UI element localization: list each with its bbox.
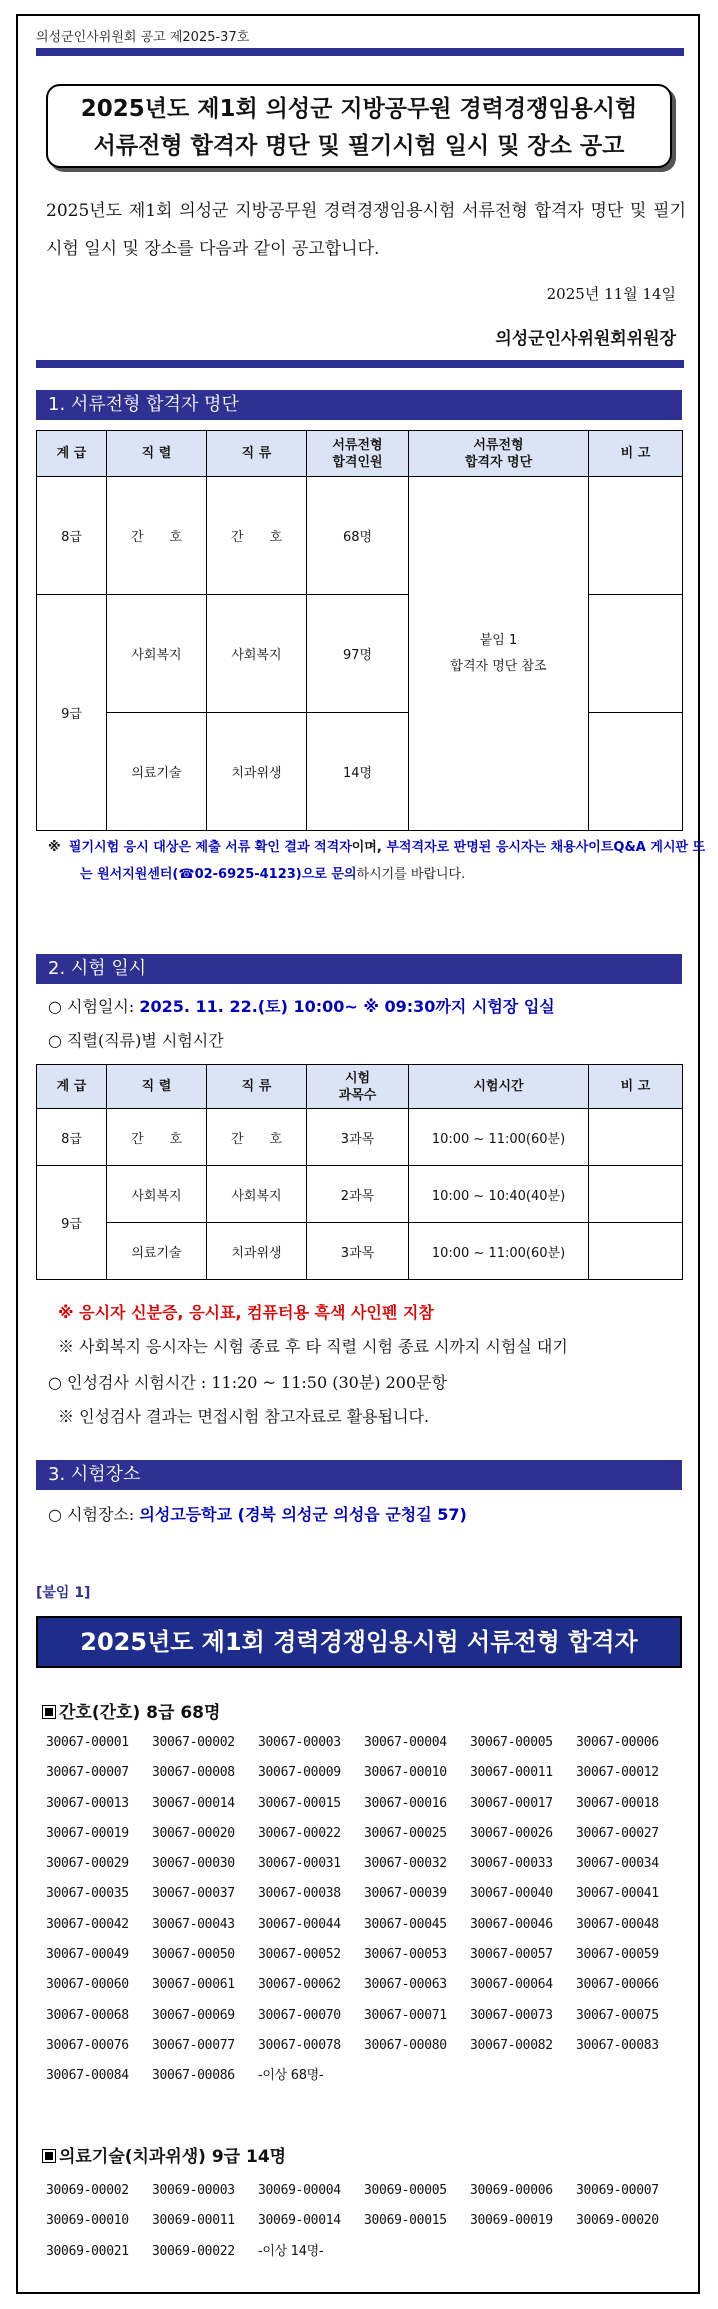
applicant-id: 30067-00052: [258, 1947, 341, 1963]
exam-location: [48, 1502, 467, 1525]
applicant-id: 30067-00060: [46, 1977, 129, 1993]
applicant-id: 30067-00027: [576, 1825, 659, 1841]
applicant-id: 30067-00007: [46, 1765, 129, 1781]
applicant-id: 30067-00041: [576, 1886, 659, 1902]
applicant-id: 30069-00011: [152, 2213, 235, 2229]
applicant-id: 30067-00066: [576, 1977, 659, 1993]
applicant-id: 30067-00082: [470, 2037, 553, 2053]
applicant-id: 30067-00042: [46, 1916, 129, 1932]
applicant-id: 30067-00009: [258, 1765, 341, 1781]
col-header-pass-count: [307, 431, 409, 477]
cell-class: 치과위생: [207, 1223, 307, 1280]
applicant-id: 30067-00053: [364, 1947, 447, 1963]
applicant-id: 30067-00022: [258, 1825, 341, 1841]
title-line-1: 2025년도 제1회 의성군 지방공무원 경력경쟁임용시험: [80, 96, 638, 122]
applicant-id: 30067-00040: [470, 1886, 553, 1902]
cell-class: 사회복지: [207, 1166, 307, 1223]
applicant-id: 30067-00075: [576, 2007, 659, 2023]
applicant-id: 30067-00006: [576, 1735, 659, 1750]
applicant-id: 30067-00071: [364, 2007, 447, 2023]
applicant-id: 30067-00086: [152, 2068, 235, 2084]
applicant-id: 30069-00006: [470, 2183, 553, 2198]
exam-datetime-label: ○ 시험일시:: [48, 997, 140, 1016]
applicant-id: 30069-00010: [46, 2213, 129, 2229]
applicant-id: 30067-00026: [470, 1825, 553, 1841]
col-header-subjects-text: 시험 과목수: [338, 1070, 377, 1103]
applicant-id: 30067-00080: [364, 2037, 447, 2053]
applicant-id: 30069-00020: [576, 2213, 659, 2229]
applicant-id: 30067-00073: [470, 2007, 553, 2023]
cell-grade: 8급: [37, 477, 107, 595]
applicant-id: 30067-00016: [364, 1795, 447, 1811]
col-header-series: 직 렬: [107, 1065, 207, 1109]
applicant-id: 30069-00002: [46, 2183, 129, 2198]
applicant-id: 30067-00032: [364, 1856, 447, 1872]
col-header-class: 직 류: [207, 431, 307, 477]
cell-subjects: 3과목: [307, 1223, 409, 1280]
applicant-id: 30067-00045: [364, 1916, 447, 1932]
aptitude-test-time: ○ 인성검사 시험시간 : 11:20 ~ 11:50 (30분) 200문항: [48, 1373, 448, 1392]
applicant-id: 30069-00015: [364, 2213, 447, 2229]
applicant-id: 30067-00019: [46, 1825, 129, 1841]
applicant-id: 30067-00046: [470, 1916, 553, 1932]
cell-grade: 8급: [37, 1109, 107, 1166]
applicant-id: 30067-00017: [470, 1795, 553, 1811]
applicant-id: 30067-00013: [46, 1795, 129, 1811]
cell-class: 사회복지: [207, 595, 307, 713]
applicant-id: 30069-00004: [258, 2183, 341, 2198]
exam-datetime: [48, 994, 555, 1017]
cell-count: 68명: [307, 477, 409, 595]
applicant-id: 30067-00029: [46, 1856, 129, 1872]
applicant-id: 30067-00083: [576, 2037, 659, 2053]
applicant-id: 30067-00076: [46, 2037, 129, 2053]
note-closing: 하시기를 바랍니다.: [356, 867, 466, 882]
applicant-id: 30067-00011: [470, 1765, 553, 1781]
pass-list-ref-line-2: 합격자 명단 참조: [450, 658, 547, 674]
cell-series: 사회복지: [107, 595, 207, 713]
list-footer: -이상 68명-: [258, 2068, 324, 2084]
note-inquiry: 부적격자로 판명된 응시자는 채용사이트Q&A 게시판 또는 원서지원센터(☎02-6925-4123)으로 문의: [80, 840, 706, 882]
applicant-id: 30067-00039: [364, 1886, 447, 1902]
attachment-tag: [붙임 1]: [36, 1585, 91, 1601]
applicant-id: 30067-00050: [152, 1947, 235, 1963]
square-bullet-icon: [42, 2149, 56, 2163]
applicant-id: 30069-00003: [152, 2183, 235, 2198]
note-connector: 이며,: [351, 840, 387, 855]
aptitude-test-note: ※ 인성검사 결과는 면접시험 참고자료로 활용됩니다.: [58, 1407, 430, 1426]
applicant-id: 30067-00005: [470, 1735, 553, 1750]
group-heading-nursing: [42, 1698, 220, 1723]
cell-class: 간 호: [207, 477, 307, 595]
applicant-id: 30067-00063: [364, 1977, 447, 1993]
table-row: [37, 1166, 683, 1223]
group-title-nursing: 간호(간호) 8급 68명: [59, 1703, 221, 1723]
applicant-id: 30067-00061: [152, 1977, 235, 1993]
note-mark: ※: [48, 840, 61, 855]
applicant-id: 30069-00022: [152, 2243, 235, 2259]
cell-count: 97명: [307, 595, 409, 713]
applicant-id: 30069-00021: [46, 2243, 129, 2259]
col-header-pass-count-text: 서류전형 합격인원: [332, 437, 383, 470]
exam-location-label: ○ 시험장소:: [48, 1505, 140, 1524]
applicant-id: 30067-00014: [152, 1795, 235, 1811]
table-row: [37, 1223, 683, 1280]
applicant-id: 30067-00043: [152, 1916, 235, 1932]
applicant-id: 30069-00014: [258, 2213, 341, 2229]
applicant-id: 30067-00064: [470, 1977, 553, 1993]
applicant-id: 30067-00004: [364, 1735, 447, 1750]
applicant-id: 30067-00069: [152, 2007, 235, 2023]
col-header-series: 직 렬: [107, 431, 207, 477]
notice-signer: 의성군인사위원회위원장: [495, 329, 676, 349]
group-title-dental: 의료기술(치과위생) 9급 14명: [59, 2147, 287, 2167]
applicant-id: 30067-00002: [152, 1735, 235, 1750]
applicant-id: 30067-00049: [46, 1947, 129, 1963]
cell-subjects: 3과목: [307, 1109, 409, 1166]
cell-count: 14명: [307, 713, 409, 831]
col-header-exam-time: 시험시간: [409, 1065, 589, 1109]
cell-exam-time: 10:00 ~ 11:00(60분): [409, 1223, 589, 1280]
col-header-grade: 계 급: [37, 431, 107, 477]
applicant-id: 30067-00038: [258, 1886, 341, 1902]
applicant-id: 30067-00008: [152, 1765, 235, 1781]
applicant-id: 30067-00018: [576, 1795, 659, 1811]
welfare-wait-note: ※ 사회복지 응시자는 시험 종료 후 타 직렬 시험 종료 시까지 시험실 대기: [58, 1337, 568, 1356]
notice-page: [16, 14, 706, 2294]
attachment-banner: 2025년도 제1회 경력경쟁임용시험 서류전형 합격자: [36, 1616, 682, 1668]
header-divider: [36, 360, 684, 368]
applicant-id: 30067-00035: [46, 1886, 129, 1902]
cell-exam-time: 10:00 ~ 10:40(40분): [409, 1166, 589, 1223]
required-items-note: ※ 응시자 신분증, 응시표, 컴퓨터용 흑색 사인펜 지참: [58, 1303, 434, 1322]
group-heading-dental: [42, 2142, 286, 2167]
id-list-nursing: [46, 1728, 686, 2092]
notice-number: 의성군인사위원회 공고 제2025-37호: [36, 30, 250, 45]
applicant-id: 30067-00031: [258, 1856, 341, 1872]
applicant-id: 30067-00059: [576, 1947, 659, 1963]
applicant-id: 30067-00034: [576, 1856, 659, 1872]
col-header-grade: 계 급: [37, 1065, 107, 1109]
col-header-pass-list: [409, 431, 589, 477]
applicant-id: 30067-00003: [258, 1735, 341, 1750]
cell-remarks: [589, 595, 683, 713]
cell-subjects: 2과목: [307, 1166, 409, 1223]
cell-remarks: [589, 1166, 683, 1223]
id-list-dental: [46, 2176, 686, 2267]
applicant-id: 30067-00001: [46, 1735, 129, 1750]
square-bullet-icon: [42, 1705, 56, 1719]
table-row: [37, 477, 683, 595]
applicant-id: 30069-00007: [576, 2183, 659, 2198]
cell-remarks: [589, 1109, 683, 1166]
applicant-id: 30067-00062: [258, 1977, 341, 1993]
note-eligibility: 필기시험 응시 대상은 제출 서류 확인 결과 적격자: [68, 840, 352, 855]
exam-schedule-table: [36, 1064, 683, 1280]
top-divider: [36, 48, 684, 56]
exam-schedule-label: ○ 직렬(직류)별 시험시간: [48, 1031, 224, 1050]
cell-series: 간 호: [107, 1109, 207, 1166]
cell-class: 간 호: [207, 1109, 307, 1166]
applicant-id: 30067-00012: [576, 1765, 659, 1781]
col-header-pass-list-text: 서류전형 합격자 명단: [464, 437, 533, 470]
cell-series: 의료기술: [107, 1223, 207, 1280]
col-header-remarks: 비 고: [589, 1065, 683, 1109]
exam-location-value: 의성고등학교 (경북 의성군 의성읍 군청길 57): [139, 1505, 467, 1524]
applicant-id: 30067-00030: [152, 1856, 235, 1872]
applicant-id: 30067-00078: [258, 2037, 341, 2053]
applicant-id: 30067-00010: [364, 1765, 447, 1781]
exam-datetime-value: 2025. 11. 22.(토) 10:00~ ※ 09:30까지 시험장 입실: [139, 997, 555, 1016]
applicant-id: 30067-00077: [152, 2037, 235, 2053]
notice-title: [46, 84, 672, 168]
cell-class: 치과위생: [207, 713, 307, 831]
cell-remarks: [589, 477, 683, 595]
cell-grade: 9급: [37, 595, 107, 831]
cell-series: 의료기술: [107, 713, 207, 831]
applicant-id: 30067-00057: [470, 1947, 553, 1963]
applicant-id: 30067-00068: [46, 2007, 129, 2023]
applicant-id: 30067-00037: [152, 1886, 235, 1902]
section-1-heading: 1. 서류전형 합격자 명단: [36, 390, 682, 420]
section-2-heading: 2. 시험 일시: [36, 954, 682, 984]
notice-date: 2025년 11월 14일: [546, 285, 676, 303]
list-footer: -이상 14명-: [258, 2243, 324, 2259]
screening-pass-table: [36, 430, 683, 831]
applicant-id: 30067-00084: [46, 2068, 129, 2084]
applicant-id: 30067-00025: [364, 1825, 447, 1841]
applicant-id: 30067-00048: [576, 1916, 659, 1932]
title-line-2: 서류전형 합격자 명단 및 필기시험 일시 및 장소 공고: [93, 133, 625, 159]
cell-remarks: [589, 1223, 683, 1280]
col-header-remarks: 비 고: [589, 431, 683, 477]
cell-remarks: [589, 713, 683, 831]
col-header-class: 직 류: [207, 1065, 307, 1109]
applicant-id: 30069-00005: [364, 2183, 447, 2198]
cell-exam-time: 10:00 ~ 11:00(60분): [409, 1109, 589, 1166]
section-3-heading: 3. 시험장소: [36, 1460, 682, 1490]
cell-pass-list-ref: [409, 477, 589, 831]
applicant-id: 30069-00019: [470, 2213, 553, 2229]
applicant-id: 30067-00070: [258, 2007, 341, 2023]
cell-series: 사회복지: [107, 1166, 207, 1223]
intro-paragraph: 2025년도 제1회 의성군 지방공무원 경력경쟁임용시험 서류전형 합격자 명단 및 필기시험 일시 및 장소를 다음과 같이 공고합니다.: [46, 201, 686, 259]
screening-note: [48, 834, 710, 888]
applicant-id: 30067-00033: [470, 1856, 553, 1872]
applicant-id: 30067-00015: [258, 1795, 341, 1811]
cell-grade: 9급: [37, 1166, 107, 1280]
pass-list-ref-line-1: 붙임 1: [479, 632, 518, 648]
table-row: [37, 1109, 683, 1166]
cell-series: 간 호: [107, 477, 207, 595]
applicant-id: 30067-00020: [152, 1825, 235, 1841]
col-header-subjects: [307, 1065, 409, 1109]
applicant-id: 30067-00044: [258, 1916, 341, 1932]
